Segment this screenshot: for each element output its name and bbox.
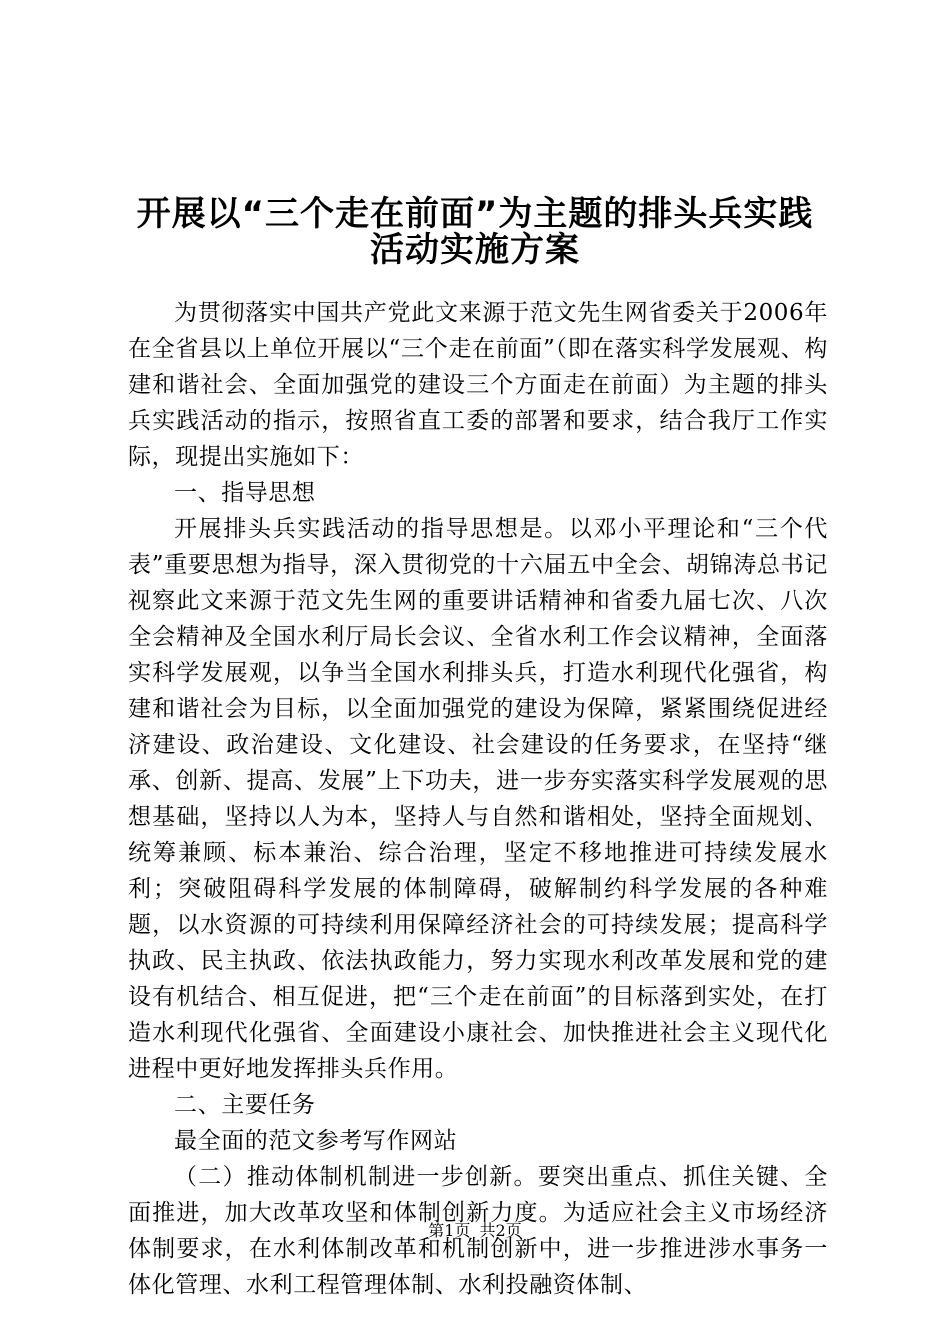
intro-paragraph: 为贯彻落实中国共产党此文来源于范文先生网省委关于2006年在全省县以上单位开展以“三个走在前面”（即在落实科学发展观、构建和谐社会、全面加强党的建设三个方面走在前面）为主题的排头兵实践活动的指示，按照省直工委的部署和要求，结合我厅工作实际，现提出实施如下： — [128, 300, 828, 470]
page-total: 共2页 — [479, 1221, 522, 1240]
document-title-line-1: 开展以“三个走在前面”为主题的排头兵实践 — [136, 194, 814, 234]
guiding-ideology-paragraph: 开展排头兵实践活动的指导思想是。以邓小平理论和“三个代表”重要思想为指导，深入贯彻党的十六届五中全会、胡锦涛总书记视察此文来源于范文先生网的重要讲话精神和省委九届七次、八次全会精神及全国水利厅局长会议、全省水利工作会议精神，全面落实科学发展观，以争当全国水利排头兵，打造水利现代化强省，构建和谐社会为目标，以全面加强党的建设为保障，紧紧围绕促进经济建设、政治建设、文化建设、社会建设的任务要求，在坚持“继承、创新、提高、发展”上下功夫，进一步夯实落实科学发展观的思想基础，坚持以人为本，坚持人与自然和谐相处，坚持全面规划、统筹兼顾、标本兼治、综合治理，坚定不移地推进可持续发展水利；突破阻碍科学发展的体制障碍，破解制约科学发展的各种难题，以水资源的可持续利用保障经济社会的可持续发展；提高科学执政、民主执政、依法执政能力，努力实现水利改革发展和党的建设有机结合、相互促进，把“三个走在前面”的目标落到实处，在打造水利现代化强省、全面建设小康社会、加快推进社会主义现代化进程中更好地发挥排头兵作用。 — [128, 516, 828, 1082]
site-slogan-line: 最全面的范文参考写作网站 — [174, 1128, 458, 1154]
page-footer — [0, 1218, 950, 1241]
document-body — [128, 295, 828, 1303]
task-two-paragraph: （二）推动体制机制进一步创新。要突出重点、抓住关键、全面推进，加大改革攻坚和体制创新力度。为适应社会主义市场经济体制要求，在水利体制改革和机制创新中，进一步推进涉水事务一体化管理、水利工程管理体制、水利投融资体制、 — [128, 1164, 828, 1298]
page-number: 第1页 — [428, 1221, 471, 1240]
document-title-line-2: 活动实施方案 — [370, 230, 580, 270]
section-heading-main-tasks: 二、主要任务 — [174, 1092, 316, 1118]
section-heading-guiding-ideology: 一、指导思想 — [174, 480, 316, 506]
